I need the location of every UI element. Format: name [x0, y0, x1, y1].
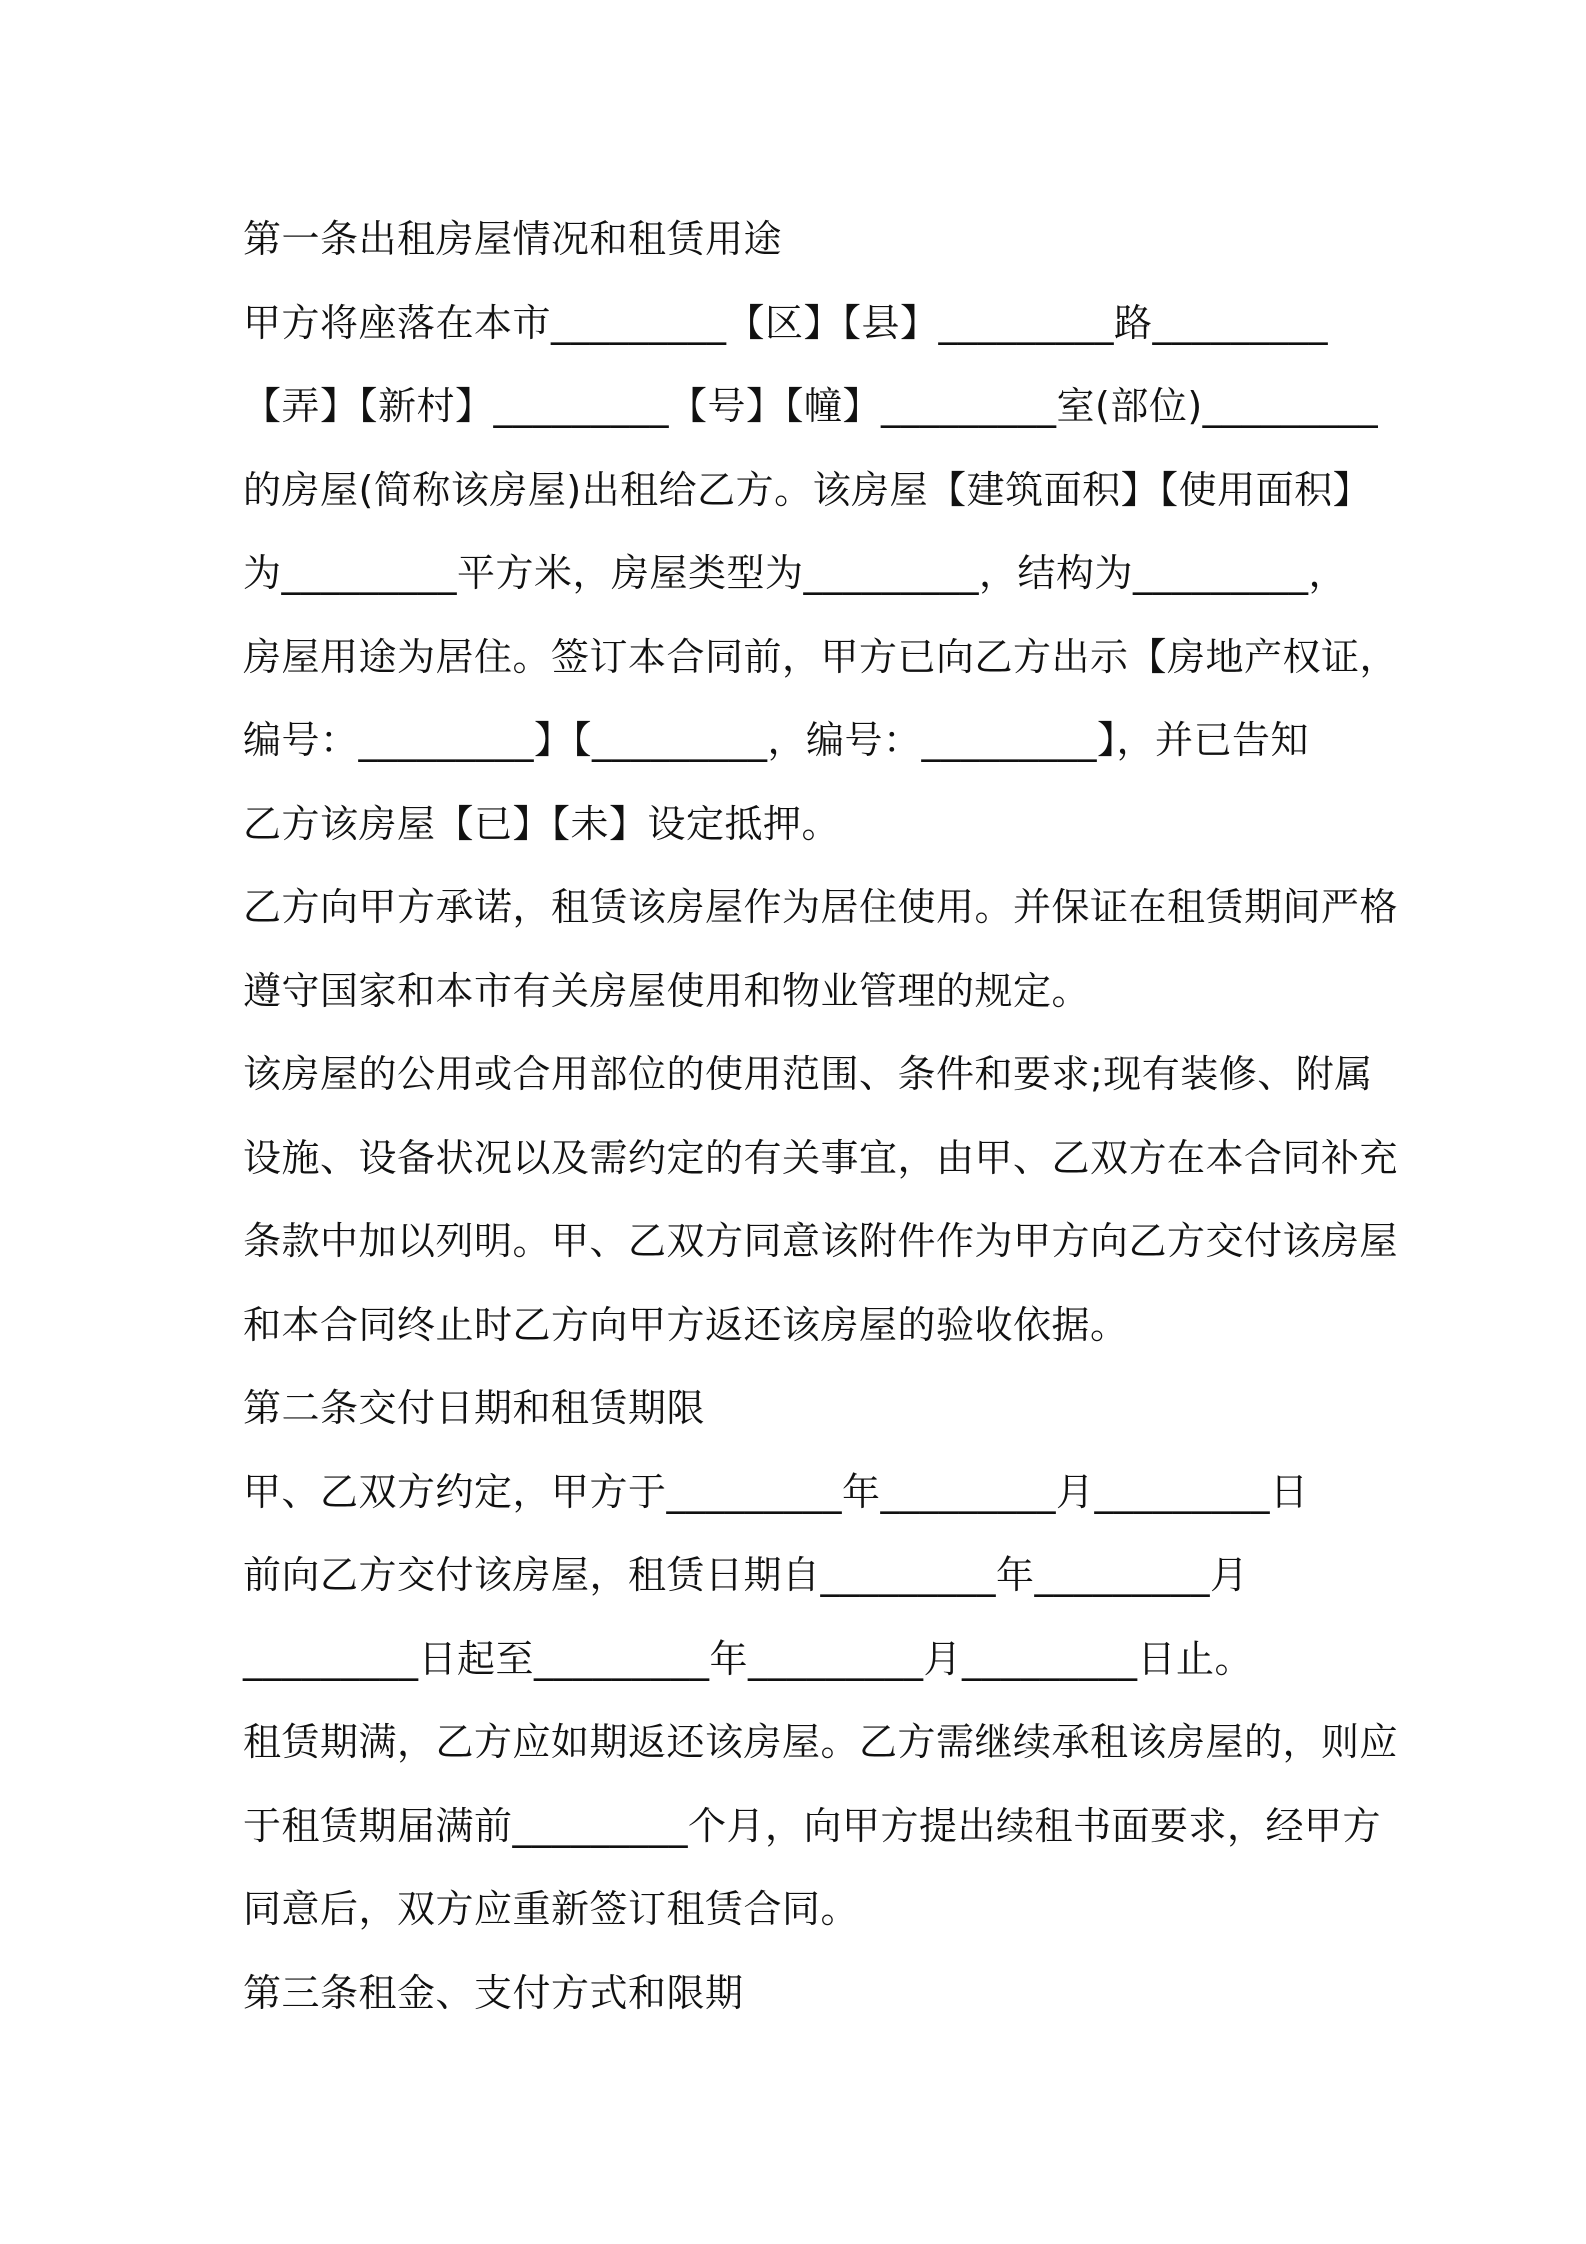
contract-page [243, 198, 1399, 2035]
text-line: 租赁期满，乙方应如期返还该房屋。乙方需继续承租该房屋的，则应 [243, 1720, 1399, 1764]
text-line: 甲方将座落在本市_________【区】【县】_________路_________ [243, 300, 1329, 345]
text-line: 于租赁期届满前_________个月，向甲方提出续租书面要求，经甲方 [243, 1803, 1382, 1848]
section-heading-1: 第一条出租房屋情况和租赁用途 [243, 217, 783, 261]
text-line: 甲、乙双方约定，甲方于_________年_________月_________日 [243, 1469, 1309, 1514]
text-line: 该房屋的公用或合用部位的使用范围、条件和要求;现有装修、附属 [243, 1052, 1373, 1096]
text-line: 编号：_________】【_________，编号：_________】，并已告知 [243, 718, 1310, 762]
text-line: 为_________平方米，房屋类型为_________，结构为_________， [243, 551, 1348, 595]
text-line: _________日起至_________年_________月_________日止。 [243, 1636, 1254, 1681]
text-line: 设施、设备状况以及需约定的有关事宜，由甲、乙双方在本合同补充 [243, 1135, 1399, 1180]
text-line: 乙方向甲方承诺，租赁该房屋作为居住使用。并保证在租赁期间严格 [243, 885, 1399, 929]
text-line: 同意后，双方应重新签订租赁合同。 [243, 1887, 860, 1931]
text-line: 和本合同终止时乙方向甲方返还该房屋的验收依据。 [243, 1302, 1129, 1347]
text-line: 【弄】【新村】_________【号】【幢】_________室(部位)_________ [243, 384, 1379, 428]
text-line: 的房屋(简称该房屋)出租给乙方。该房屋【建筑面积】【使用面积】 [243, 467, 1372, 512]
section-heading-3: 第三条租金、支付方式和限期 [243, 1970, 744, 2015]
text-line: 遵守国家和本市有关房屋使用和物业管理的规定。 [243, 968, 1091, 1013]
section-heading-2: 第二条交付日期和租赁期限 [243, 1386, 706, 1430]
text-line: 条款中加以列明。甲、乙双方同意该附件作为甲方向乙方交付该房屋 [243, 1219, 1399, 1263]
text-line: 前向乙方交付该房屋，租赁日期自_________年_________月 [243, 1553, 1249, 1597]
text-line: 乙方该房屋【已】【未】设定抵押。 [243, 801, 841, 846]
text-line: 房屋用途为居住。签订本合同前，甲方已向乙方出示【房地产权证， [243, 634, 1399, 679]
